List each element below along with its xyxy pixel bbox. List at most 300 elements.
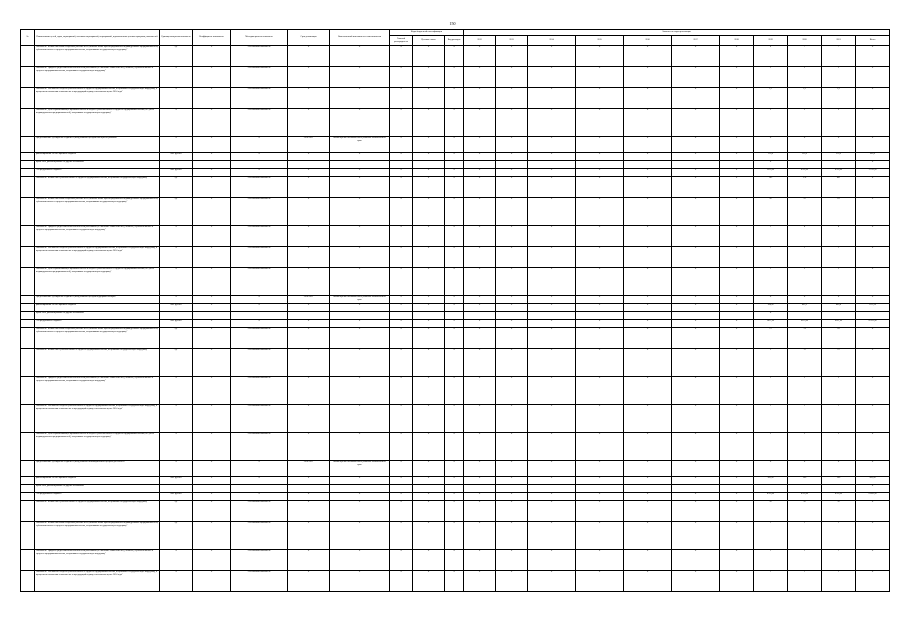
col-code-target-header: Целевая статья: [413, 36, 445, 46]
code-main-cell: X: [390, 328, 413, 349]
resp-cell: X: [330, 46, 390, 67]
code-target-cell: X: [413, 67, 445, 88]
method-cell: Абсолютный показатель: [231, 46, 288, 67]
method-cell: Абсолютный показатель: [231, 501, 288, 522]
year-value-cell: X: [576, 169, 624, 177]
code-type-cell: X: [445, 433, 464, 461]
code-target-cell: X: [413, 522, 445, 550]
year-value-cell: X: [464, 377, 496, 405]
total-cell: X: [856, 349, 890, 377]
coef-cell: X: [193, 522, 231, 550]
year-value-cell: X: [496, 177, 528, 198]
code-main-cell: X: [390, 137, 413, 153]
total-cell: X: [856, 485, 890, 493]
num-cell: [21, 153, 35, 161]
unit-cell: тыс. рублей: [160, 320, 193, 328]
coef-cell: X: [193, 571, 231, 592]
year-value-cell: X: [754, 312, 788, 320]
year-value-cell: X: [576, 571, 624, 592]
year-value-cell: X: [720, 88, 754, 109]
name-cell: финансирование за счет краевого бюджета: [35, 477, 160, 485]
num-cell: [21, 433, 35, 461]
year-value-cell: X: [496, 405, 528, 433]
table-row: [21, 177, 890, 198]
year-value-cell: 183: [754, 177, 788, 198]
name-cell: Предоставление субсидии на создание и (или) развитие инжиниринговых центров для бизнеса: [35, 461, 160, 477]
year-value-cell: X: [720, 109, 754, 137]
year-value-cell: X: [576, 88, 624, 109]
year-value-cell: X: [464, 328, 496, 349]
year-value-cell: 3,5: [788, 88, 822, 109]
code-main-cell: X: [390, 198, 413, 226]
year-value-cell: X: [672, 177, 720, 198]
code-target-cell: X: [413, 296, 445, 304]
code-main-cell: X: [390, 247, 413, 268]
year-value-cell: X: [720, 461, 754, 477]
year-value-cell: X: [754, 161, 788, 169]
year-value-cell: X: [496, 501, 528, 522]
year-value-cell: X: [464, 461, 496, 477]
year-value-cell: 5: [822, 268, 856, 296]
resp-cell: X: [330, 198, 390, 226]
year-value-cell: 4700,00: [754, 493, 788, 501]
year-value-cell: X: [576, 268, 624, 296]
year-value-cell: X: [720, 493, 754, 501]
year-value-cell: X: [528, 377, 576, 405]
year-value-cell: 1: [754, 405, 788, 433]
term-cell: X: [288, 153, 330, 161]
method-cell: Абсолютный показатель: [231, 109, 288, 137]
year-value-cell: X: [464, 304, 496, 312]
code-main-cell: X: [390, 493, 413, 501]
year-value-cell: 63: [822, 198, 856, 226]
coef-cell: X: [193, 501, 231, 522]
code-type-cell: X: [445, 320, 464, 328]
unit-cell: %: [160, 433, 193, 461]
year-value-cell: X: [528, 493, 576, 501]
year-value-cell: X: [672, 169, 720, 177]
name-cell: Предоставление субсидии на создание и (или) развитие центров поддержки экспорта: [35, 296, 160, 304]
coef-cell: X: [193, 153, 231, 161]
name-cell: финансирование за счет краевого бюджета: [35, 153, 160, 161]
year-value-cell: X: [496, 67, 528, 88]
code-target-cell: X: [413, 320, 445, 328]
code-type-cell: [445, 161, 464, 169]
year-value-cell: X: [672, 571, 720, 592]
col-term-header: Срок реализации: [288, 30, 330, 46]
num-cell: [21, 405, 35, 433]
table-row: [21, 46, 890, 67]
total-cell: 14100,00: [856, 493, 890, 501]
resp-cell: Министерство экономического развития Забайкальского края: [330, 296, 390, 304]
col-year-header: 2017: [672, 36, 720, 46]
year-value-cell: 350,0: [822, 153, 856, 161]
term-cell: X: [288, 477, 330, 485]
year-value-cell: X: [624, 320, 672, 328]
name-cell: Показатель "Количество вновь созданных рабочих мест (включая вновь зарегистрированных индивидуальных предпринимателей) субъектами малого и среднего предпринимательства, получившими государственную поддержку": [35, 46, 160, 67]
year-value-cell: 465,5: [788, 304, 822, 312]
unit-cell: ед.: [160, 328, 193, 349]
year-value-cell: X: [464, 268, 496, 296]
year-value-cell: X: [754, 461, 788, 477]
year-value-cell: [720, 312, 754, 320]
unit-cell: тыс. рублей: [160, 477, 193, 485]
total-cell: X: [856, 46, 890, 67]
coef-cell: X: [193, 46, 231, 67]
term-cell: 2018-2021: [288, 296, 330, 304]
code-main-cell: X: [390, 304, 413, 312]
year-value-cell: X: [576, 328, 624, 349]
method-cell: X: [231, 304, 288, 312]
code-target-cell: [413, 312, 445, 320]
year-value-cell: X: [672, 296, 720, 304]
code-target-cell: X: [413, 433, 445, 461]
method-cell: [231, 312, 288, 320]
code-main-cell: X: [390, 169, 413, 177]
name-cell: - из федерального бюджета: [35, 169, 160, 177]
year-value-cell: X: [496, 153, 528, 161]
year-value-cell: X: [576, 247, 624, 268]
year-value-cell: [788, 312, 822, 320]
year-value-cell: X: [496, 137, 528, 153]
year-value-cell: 1: [788, 571, 822, 592]
year-value-cell: 11: [788, 349, 822, 377]
code-main-cell: X: [390, 320, 413, 328]
year-value-cell: X: [464, 296, 496, 304]
year-value-cell: X: [624, 522, 672, 550]
year-value-cell: X: [528, 433, 576, 461]
year-value-cell: 1: [754, 550, 788, 571]
unit-cell: тыс. рублей: [160, 493, 193, 501]
year-value-cell: X: [528, 477, 576, 485]
code-target-cell: [413, 485, 445, 493]
year-value-cell: X: [672, 247, 720, 268]
year-value-cell: 1: [754, 247, 788, 268]
year-value-cell: X: [496, 571, 528, 592]
name-cell: Показатель "Количество вновь созданных рабочих мест (включая вновь зарегистрированных индивидуальных предпринимателей) субъектами малого и среднего предпринимательства, получившими государственную поддержку": [35, 328, 160, 349]
year-value-cell: X: [528, 88, 576, 109]
num-cell: [21, 247, 35, 268]
year-value-cell: X: [576, 198, 624, 226]
year-value-cell: X: [720, 46, 754, 67]
name-cell: кроме того, финансирование из других источников:: [35, 161, 160, 169]
table-row: [21, 153, 890, 161]
table-row: [21, 226, 890, 247]
year-value-cell: [624, 485, 672, 493]
resp-cell: X: [330, 226, 390, 247]
method-cell: Абсолютный показатель: [231, 226, 288, 247]
year-value-cell: X: [464, 153, 496, 161]
term-cell: X: [288, 268, 330, 296]
coef-cell: X: [193, 377, 231, 405]
total-cell: X: [856, 405, 890, 433]
year-value-cell: 6: [754, 46, 788, 67]
unit-cell: ед.: [160, 522, 193, 550]
resp-cell: X: [330, 550, 390, 571]
table-body: [21, 46, 890, 592]
year-value-cell: X: [822, 137, 856, 153]
total-cell: X: [856, 328, 890, 349]
total-cell: X: [856, 67, 890, 88]
num-cell: [21, 226, 35, 247]
code-target-cell: X: [413, 109, 445, 137]
year-value-cell: X: [576, 226, 624, 247]
resp-cell: X: [330, 377, 390, 405]
year-value-cell: 9: [822, 109, 856, 137]
table-row: [21, 349, 890, 377]
year-value-cell: X: [720, 550, 754, 571]
resp-cell: [330, 312, 390, 320]
code-target-cell: X: [413, 477, 445, 485]
total-cell: X: [856, 161, 890, 169]
year-value-cell: X: [528, 137, 576, 153]
year-value-cell: 6911,00: [822, 320, 856, 328]
code-main-cell: X: [390, 477, 413, 485]
unit-cell: %: [160, 550, 193, 571]
resp-cell: X: [330, 571, 390, 592]
year-value-cell: X: [528, 461, 576, 477]
year-value-cell: X: [720, 433, 754, 461]
year-value-cell: X: [576, 433, 624, 461]
resp-cell: X: [330, 501, 390, 522]
year-value-cell: X: [720, 377, 754, 405]
year-value-cell: X: [720, 198, 754, 226]
year-value-cell: X: [822, 296, 856, 304]
term-cell: X: [288, 247, 330, 268]
year-value-cell: X: [576, 349, 624, 377]
year-value-cell: X: [464, 46, 496, 67]
code-type-cell: X: [445, 46, 464, 67]
year-value-cell: 7: [822, 46, 856, 67]
year-value-cell: X: [496, 247, 528, 268]
name-cell: Предоставление субсидий на создание и (или) развитие центров кластерного развития: [35, 137, 160, 153]
coef-cell: X: [193, 461, 231, 477]
code-target-cell: X: [413, 501, 445, 522]
total-cell: 900,00: [856, 477, 890, 485]
term-cell: X: [288, 169, 330, 177]
unit-cell: ед.: [160, 198, 193, 226]
year-value-cell: X: [528, 177, 576, 198]
year-value-cell: [464, 485, 496, 493]
coef-cell: [193, 485, 231, 493]
resp-cell: X: [330, 304, 390, 312]
code-type-cell: X: [445, 137, 464, 153]
code-target-cell: [413, 161, 445, 169]
year-value-cell: X: [624, 477, 672, 485]
unit-cell: тыс. рублей: [160, 304, 193, 312]
year-value-cell: 5: [788, 268, 822, 296]
year-value-cell: [464, 312, 496, 320]
year-value-cell: 184,00: [754, 304, 788, 312]
year-value-cell: X: [720, 522, 754, 550]
unit-cell: ед.: [160, 501, 193, 522]
code-target-cell: X: [413, 198, 445, 226]
total-cell: X: [856, 88, 890, 109]
term-cell: X: [288, 226, 330, 247]
year-value-cell: X: [624, 501, 672, 522]
resp-cell: X: [330, 493, 390, 501]
year-value-cell: X: [624, 247, 672, 268]
col-year-header: 2015: [576, 36, 624, 46]
table-row: [21, 377, 890, 405]
total-cell: X: [856, 226, 890, 247]
year-value-cell: [528, 161, 576, 169]
code-type-cell: X: [445, 493, 464, 501]
year-value-cell: [822, 312, 856, 320]
year-value-cell: X: [576, 109, 624, 137]
year-value-cell: X: [720, 137, 754, 153]
col-year-header: 2018: [720, 36, 754, 46]
resp-cell: X: [330, 177, 390, 198]
col-num-header: №: [21, 30, 35, 46]
term-cell: [288, 161, 330, 169]
resp-cell: X: [330, 67, 390, 88]
year-value-cell: 5: [754, 433, 788, 461]
year-value-cell: X: [528, 349, 576, 377]
year-value-cell: X: [720, 320, 754, 328]
term-cell: 2018-2021: [288, 461, 330, 477]
table-row: [21, 433, 890, 461]
unit-cell: [160, 161, 193, 169]
year-value-cell: X: [720, 247, 754, 268]
year-value-cell: X: [624, 109, 672, 137]
year-value-cell: X: [672, 88, 720, 109]
code-target-cell: X: [413, 169, 445, 177]
method-cell: Абсолютный показатель: [231, 268, 288, 296]
unit-cell: %: [160, 88, 193, 109]
year-value-cell: X: [528, 198, 576, 226]
year-value-cell: X: [672, 46, 720, 67]
unit-cell: [160, 312, 193, 320]
num-cell: [21, 349, 35, 377]
unit-cell: [160, 485, 193, 493]
year-value-cell: X: [576, 377, 624, 405]
year-value-cell: X: [720, 501, 754, 522]
code-type-cell: X: [445, 501, 464, 522]
coef-cell: X: [193, 550, 231, 571]
code-type-cell: X: [445, 109, 464, 137]
year-value-cell: X: [496, 198, 528, 226]
code-target-cell: X: [413, 461, 445, 477]
year-value-cell: X: [464, 169, 496, 177]
year-value-cell: X: [672, 349, 720, 377]
year-value-cell: X: [624, 88, 672, 109]
table-row: [21, 247, 890, 268]
method-cell: X: [231, 493, 288, 501]
col-year-header: 2012: [464, 36, 496, 46]
year-value-cell: 1: [822, 247, 856, 268]
year-value-cell: X: [464, 320, 496, 328]
year-value-cell: X: [576, 522, 624, 550]
unit-cell: %: [160, 377, 193, 405]
name-cell: Показатель "Доля обрабатывающей промышленности в обороте субъектов малого и среднего предпринимательства (без учета индивидуальных предпринимателей), получивших государственную поддержку": [35, 109, 160, 137]
year-value-cell: X: [576, 501, 624, 522]
year-value-cell: 1: [754, 571, 788, 592]
col-method-header: Методика расчета показателя: [231, 30, 288, 46]
year-value-cell: X: [672, 109, 720, 137]
total-cell: 16153,00: [856, 320, 890, 328]
resp-cell: X: [330, 477, 390, 485]
year-value-cell: 5: [788, 433, 822, 461]
name-cell: Показатель "Количество вновь созданных рабочих мест (включая вновь зарегистрированных индивидуальных предпринимателей) субъектами малого и среднего предпринимательства, получившими государственную поддержку": [35, 198, 160, 226]
code-target-cell: X: [413, 153, 445, 161]
year-value-cell: X: [464, 571, 496, 592]
year-value-cell: X: [464, 67, 496, 88]
year-value-cell: [672, 161, 720, 169]
name-cell: Показатель "Прирост среднесписочной численности работников (без внешних совместителей), занятых у субъектов малого и среднего предпринимательства, получивших государственную поддержку": [35, 67, 160, 88]
coef-cell: X: [193, 247, 231, 268]
year-value-cell: [788, 161, 822, 169]
year-value-cell: 1: [822, 405, 856, 433]
year-value-cell: X: [822, 461, 856, 477]
code-type-cell: X: [445, 198, 464, 226]
code-target-cell: X: [413, 177, 445, 198]
unit-cell: ед.: [160, 46, 193, 67]
year-value-cell: X: [720, 177, 754, 198]
year-value-cell: 300: [822, 477, 856, 485]
year-value-cell: X: [672, 268, 720, 296]
method-cell: Абсолютный показатель: [231, 433, 288, 461]
year-value-cell: X: [464, 522, 496, 550]
total-cell: X: [856, 247, 890, 268]
col-year-header: 2019: [754, 36, 788, 46]
year-value-cell: X: [496, 320, 528, 328]
code-main-cell: X: [390, 296, 413, 304]
year-value-cell: X: [720, 153, 754, 161]
year-value-cell: X: [576, 477, 624, 485]
year-value-cell: X: [496, 88, 528, 109]
year-value-cell: 74: [788, 328, 822, 349]
code-type-cell: X: [445, 153, 464, 161]
coef-cell: X: [193, 169, 231, 177]
year-value-cell: X: [464, 493, 496, 501]
resp-cell: Министерство экономического развития Забайкальского края: [330, 461, 390, 477]
year-value-cell: X: [576, 304, 624, 312]
year-value-cell: X: [788, 137, 822, 153]
unit-cell: %: [160, 226, 193, 247]
method-cell: Абсолютный показатель: [231, 377, 288, 405]
coef-cell: X: [193, 477, 231, 485]
year-value-cell: X: [672, 493, 720, 501]
year-value-cell: X: [672, 461, 720, 477]
year-value-cell: X: [528, 501, 576, 522]
total-cell: 1113,90: [856, 304, 890, 312]
method-cell: Абсолютный показатель: [231, 177, 288, 198]
year-value-cell: X: [624, 198, 672, 226]
year-value-cell: X: [624, 304, 672, 312]
year-value-cell: X: [464, 226, 496, 247]
method-cell: Абсолютный показатель: [231, 522, 288, 550]
term-cell: 2018-2021: [288, 137, 330, 153]
year-value-cell: 1: [754, 522, 788, 550]
col-unit-header: Единица измерения показателя: [160, 30, 193, 46]
year-value-cell: X: [576, 461, 624, 477]
name-cell: кроме того, финансирование из других источников:: [35, 485, 160, 493]
year-value-cell: 5: [754, 268, 788, 296]
name-cell: Показатель "Увеличение оборота субъектов малого и среднего предпринимательства, получивших государственную поддержку, в процентном отношении к показателю за предыдущий период в постоянных ценах 2014 года": [35, 88, 160, 109]
code-target-cell: X: [413, 46, 445, 67]
code-target-cell: X: [413, 377, 445, 405]
year-value-cell: X: [528, 304, 576, 312]
year-value-cell: 1: [822, 550, 856, 571]
year-value-cell: [496, 161, 528, 169]
year-value-cell: X: [754, 296, 788, 304]
unit-cell: X: [160, 461, 193, 477]
term-cell: X: [288, 198, 330, 226]
year-value-cell: 9: [754, 109, 788, 137]
resp-cell: X: [330, 328, 390, 349]
code-type-cell: X: [445, 88, 464, 109]
